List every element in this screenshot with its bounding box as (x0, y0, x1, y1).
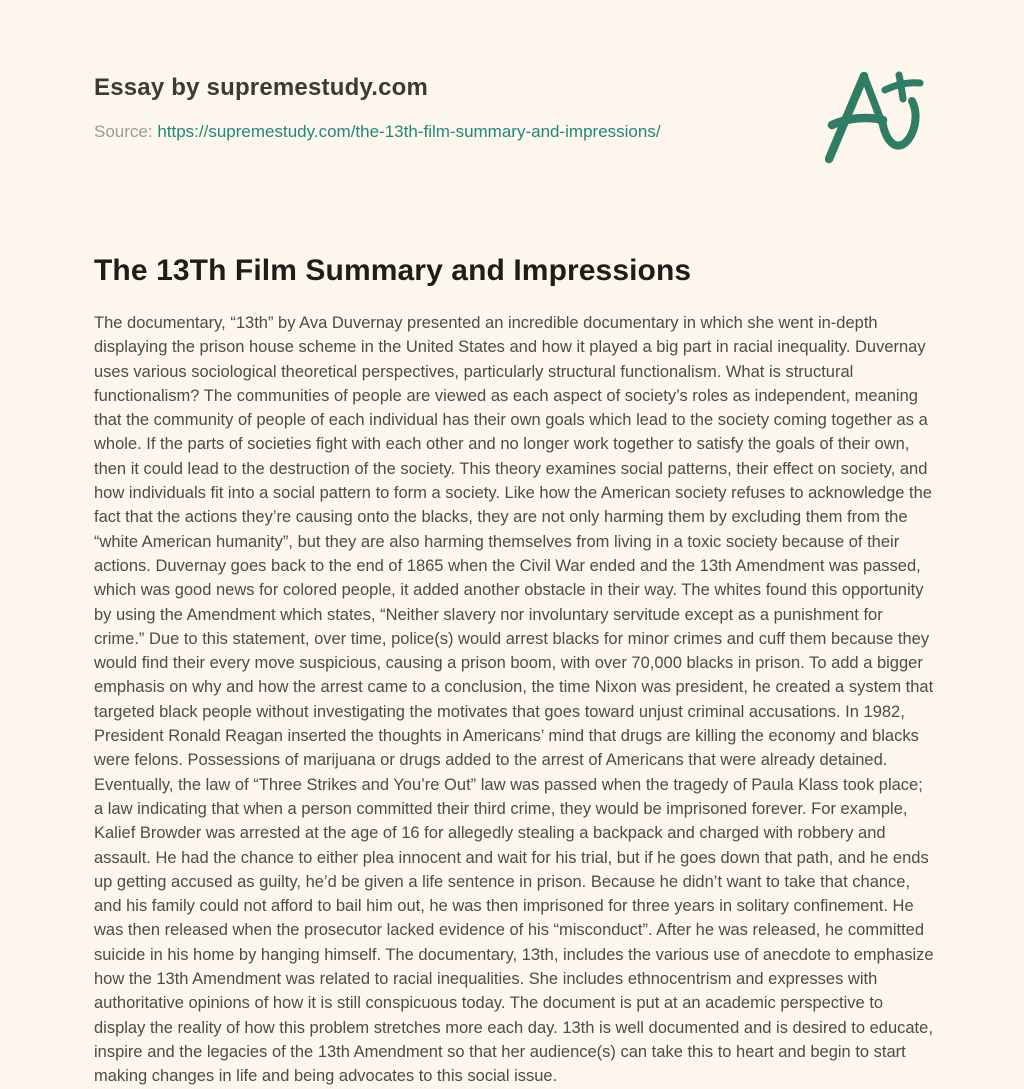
a-plus-logo-icon (825, 68, 925, 164)
site-heading: Essay by supremestudy.com (94, 74, 429, 101)
source-label: Source: (94, 122, 153, 141)
source-link[interactable]: https://supremestudy.com/the-13th-film-summary-and-impressions/ (157, 122, 661, 141)
source-line (94, 122, 661, 142)
essay-title: The 13Th Film Summary and Impressions (94, 254, 692, 287)
essay-body: The documentary, “13th” by Ava Duvernay presented an incredible documentary in which she went in-depth displaying the prison house scheme in the United States and how it played a big part in racial inequality. Duvernay uses various sociological theoretical perspectives, particularly structural functionalism. What is structural functionalism? The communities of people are viewed as each aspect of society’s roles as independent, meaning that the community of people of each individual has their own goals which lead to the society coming together as a whole. If the parts of societies fight with each other and no longer work together to satisfy the goals of their own, then it could lead to the destruction of the society. This theory examines social patterns, their effect on society, and how individuals fit into a social pattern to form a society. Like how the American society refuses to acknowledge the fact that the actions they’re causing onto the blacks, they are not only harming them by excluding them from the “white American humanity”, but they are also harming themselves from living in a toxic society because of their actions. Duvernay goes back to the end of 1865 when the Civil War ended and the 13th Amendment was passed, which was good news for colored people, it added another obstacle in their way. The whites found this opportunity by using the Amendment which states, “Neither slavery nor involuntary servitude except as a punishment for crime.” Due to this statement, over time, police(s) would arrest blacks for minor crimes and cuff them because they would find their every move suspicious, causing a prison boom, with over 70,000 blacks in prison. To add a bigger emphasis on why and how the arrest came to a conclusion, the time Nixon was president, he created a system that targeted black people without investigating the motivates that goes toward unjust criminal accusations. In 1982, President Ronald Reagan inserted the thoughts in Americans’ mind that drugs are killing the economy and blacks were felons. Possessions of marijuana or drugs added to the arrest of Americans that were already detained. Eventually, the law of “Three Strikes and You’re Out” law was passed when the tragedy of Paula Klass took place; a law indicating that when a person committed their third crime, they would be imprisoned forever. For example, Kalief Browder was arrested at the age of 16 for allegedly stealing a backpack and charged with robbery and assault. He had the chance to either plea innocent and wait for his trial, but if he goes down that path, and he ends up getting accused as guilty, he’d be given a life sentence in prison. Because he didn’t want to take that chance, and his family could not afford to bail him out, he was then imprisoned for three years in solitary confinement. He was then released when the prosecutor lacked evidence of his “misconduct”. After he was released, he committed suicide in his home by hanging himself. The documentary, 13th, includes the various use of anecdote to emphasize how the 13th Amendment was related to racial inequalities. She includes ethnocentrism and expresses with authoritative opinions of how it is still conspicuous today. The document is put at an academic perspective to display the reality of how this problem stretches more each day. 13th is well documented and is desired to educate, inspire and the legacies of the 13th Amendment so that her audience(s) can take this to heart and begin to start making changes in life and being advocates to this social issue. (94, 314, 934, 1086)
